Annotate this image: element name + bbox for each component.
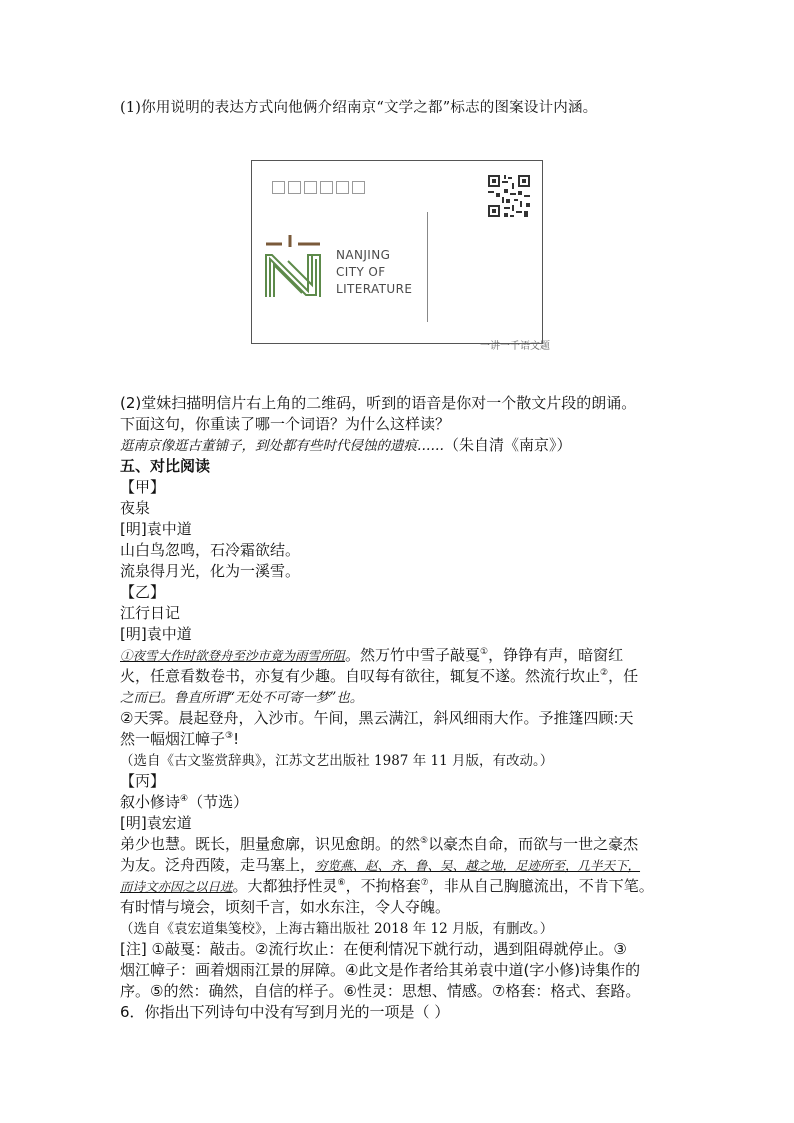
note-ref: ①: [480, 647, 489, 657]
bing-line-3: [120, 875, 654, 896]
yi-p1-text: 。然万竹中雪子敲戛: [345, 646, 481, 664]
yi-p1-text-2: ，铮铮有声，暗窗红: [488, 646, 624, 664]
bing-line-2-text: 为友。泛舟西陵，走马塞上，: [120, 856, 316, 874]
bing-title-text: 叙小修诗: [120, 793, 181, 811]
bing-line-4: 有时情与境会，顷刻千言，如水东注，令人夺魄。: [120, 898, 451, 916]
yi-author: [明]袁中道: [120, 625, 192, 643]
bing-line-3-text-2: ，不拘格套: [345, 877, 421, 895]
note-ref: ②: [600, 668, 609, 678]
postcard-divider: [427, 212, 428, 322]
yi-p1-line-2-end: ，任: [608, 667, 639, 685]
watermark: 一讲一千语文题: [480, 341, 550, 352]
jia-author: [明]袁中道: [120, 520, 192, 538]
bing-source: （选自《袁宏道集笺校》，上海古籍出版社 2018 年 12 月版，有删改。）: [120, 921, 554, 937]
logo-line-1: NANJING: [336, 248, 391, 262]
yi-p1-line-3: 之而已。鲁直所谓“无处不可寄一梦”也。: [120, 690, 364, 706]
note-ref: ⑦: [420, 878, 429, 888]
note-ref: ⑥: [337, 878, 346, 888]
question-2-line-1: (2)堂妹扫描明信片右上角的二维码，听到的语音是你对一个散文片段的朗诵。: [120, 394, 637, 412]
yi-p2-line-1: ②天霁。晨起登舟，入沙市。午间，黑云满江，斜风细雨大作。予推篷四顾:天: [120, 709, 634, 727]
quote-line: [120, 434, 572, 455]
question-6: 6．你指出下列诗句中没有写到月光的一项是（ ）: [120, 1003, 450, 1021]
notes-line-2: 烟江幛子：画着烟雨江景的屏障。④此文是作者给其弟袁中道(字小修)诗集作的: [120, 961, 641, 979]
logo-line-3: LITERATURE: [336, 282, 413, 296]
question-1: (1)你用说明的表达方式向他俩介绍南京“文学之都”标志的图案设计内涵。: [120, 100, 598, 116]
question-2-line-2: 下面这句，你重读了哪一个词语？为什么这样读？: [120, 415, 451, 433]
nanjing-literature-logo-icon: [262, 235, 324, 297]
bing-line-3-handwritten: 而诗文亦因之以日进: [120, 879, 233, 894]
jia-title: 夜泉: [120, 499, 151, 517]
jia-line-1: 山白鸟忽鸣，石冷霜欲结。: [120, 541, 301, 559]
bing-author: [明]袁宏道: [120, 814, 192, 832]
bing-title: [120, 791, 248, 812]
bing-line-1-rest: 以豪杰自命，而欲与一世之豪杰: [428, 835, 639, 853]
bing-title-suffix: （节选）: [188, 793, 249, 811]
yi-p2-text: 然一幅烟江幛子: [120, 730, 226, 748]
note-ref: ④: [180, 794, 189, 804]
bing-line-2: [120, 854, 640, 875]
jia-line-2: 流泉得月光，化为一溪雪。: [120, 562, 301, 580]
yi-source: （选自《古文鉴赏辞典》，江苏文艺出版社 1987 年 11 月版，有改动。）: [120, 753, 554, 769]
notes-line-3: 序。⑤的然：确然，自信的样子。⑥性灵：思想、情感。⑦格套：格式、套路。: [120, 982, 641, 1000]
yi-mark: 【乙】: [120, 583, 166, 601]
yi-p1-handwritten: ①夜雪大作时欲登舟至沙市竟为雨雪所阻: [120, 648, 346, 663]
bing-line-1-text: 弟少也慧。既长，胆量愈廓，识见愈朗。的然: [120, 835, 421, 853]
notes-line-1: [注] ①敲戛：敲击。②流行坎止：在便利情况下就行动，遇到阻碍就停止。③: [120, 940, 627, 958]
note-ref: ③: [225, 731, 234, 741]
yi-p1-line-2-text: 火，任意看数卷书，亦复有少趣。自叹每有欲往，辄复不遂。然流行坎止: [120, 667, 601, 685]
logo-text: [336, 247, 412, 298]
yi-p1-line-2: [120, 665, 638, 686]
yi-title: 江行日记: [120, 604, 181, 622]
yi-p1-line-1: [120, 644, 623, 665]
bing-line-2-handwritten: 穷览燕、赵、齐、鲁、吴、越之地，足迹所至，几半天下，: [315, 858, 641, 873]
jia-mark: 【甲】: [120, 478, 166, 496]
bing-line-3-end: ，非从自己胸臆流出，不肯下笔。: [428, 877, 654, 895]
yi-p2-end: !: [233, 730, 240, 748]
bing-line-1: [120, 833, 638, 854]
quote-source: （朱自清《南京》）: [444, 436, 572, 454]
postcard-image: [251, 160, 543, 344]
section-title: 五、对比阅读: [120, 457, 211, 475]
qr-code-icon: [486, 173, 532, 219]
yi-p2-line-2: [120, 728, 239, 749]
quote-text: 逛南京像逛古董铺子，到处都有些时代侵蚀的遗痕……: [120, 438, 444, 454]
note-ref: ⑤: [420, 836, 429, 846]
logo-line-2: CITY OF: [336, 265, 386, 279]
bing-line-3-text: 。大都独抒性灵: [232, 877, 338, 895]
bing-mark: 【丙】: [120, 772, 166, 790]
postcode-boxes: [272, 181, 365, 194]
